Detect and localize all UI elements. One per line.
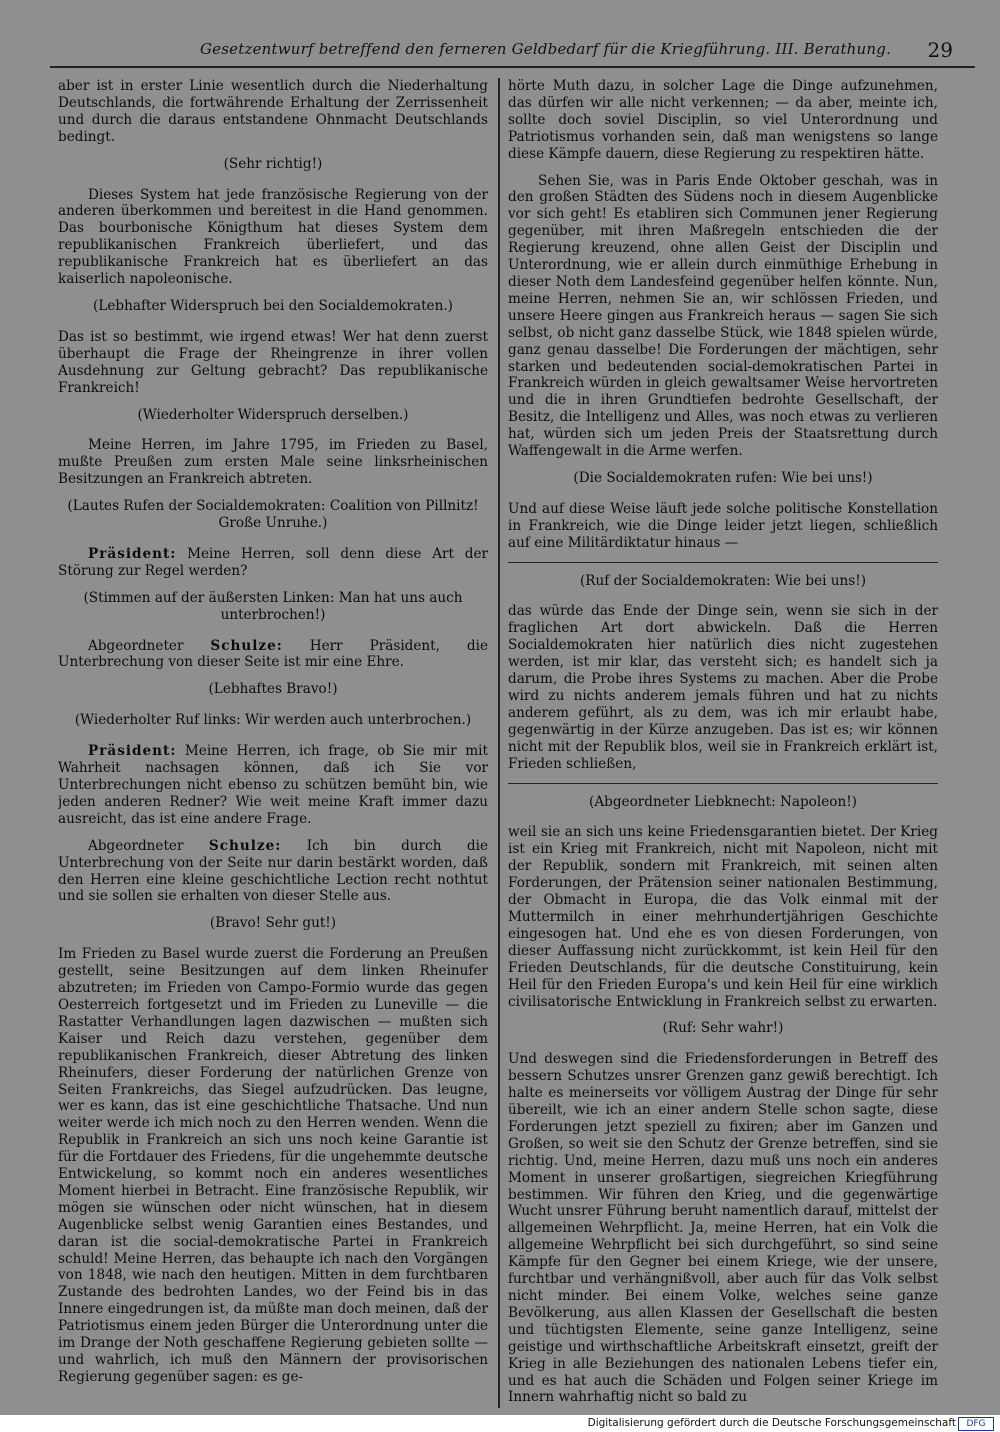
speech-text: Ich bin durch die Unterbrechung von der Seite nur darin bestärkt worden, daß den Herren eine kleine geschichtliche Lection recht nothtut und sie sollen sie erhalten von dieser Stelle aus. (58, 837, 488, 905)
interjection: (Wiederholter Widerspruch derselben.) (137, 406, 409, 423)
interjection: (Sehr richtig!) (223, 155, 323, 172)
interjection: (Die Socialdemokraten rufen: Wie bei uns!) (573, 469, 873, 486)
speech-text: Herr Präsident, die Unterbrechung von dieser Seite ist mir eine Ehre. (58, 637, 488, 671)
speaker-title: Abgeordneter (88, 837, 209, 854)
speech-schulze (58, 838, 488, 906)
speaker-name: Präsident: (88, 545, 177, 562)
paragraph: Sehen Sie, was in Paris Ende Oktober geschah, was in den großen Städten des Südens noch in diesem Augenblicke vor sich geht! Es etabliren sich Communen jener Regierung gegenüber, mit ihren Maßregeln entschieden die der Regierung kreuzend, ohne allen Geist der Disciplin und Unterordnung, wie er allein durch einmüthige Erhebung in dieser Noth dem Landesfeind gegenüber helfen könnte. Nun, meine Herren, nehmen Sie an, wir schlössen Frieden, und unsere Heere gingen aus Frankreich heraus — sagen Sie sich selbst, ob nicht ganz dasselbe Stück, wie 1848 spielen würde, ganz genau dasselbe! Die Forderungen der mächtigen, sehr starken und bedeutenden social-demokratischen Partei in Frankreich würden in gleich gewaltsamer Weise hervortreten und die in ihren Grundtiefen bedrohte Gesellschaft, der Besitz, die Intelligenz und Alles, was noch etwas zu verlieren hat, würden sich um jeden Preis der Staatsrettung durch Waffengewalt in die Arme werfen. (508, 172, 938, 460)
speech-text: Meine Herren, ich frage, ob Sie mir mit Wahrheit nachsagen können, daß ich Sie vor Unterbrechungen nicht ebenso zu schützen bemüht bin, wie jeden anderen Redner? Wie weit meine Kraft immer dazu ausreicht, das ist eine andere Frage. (58, 743, 488, 827)
paragraph: Im Frieden zu Basel wurde zuerst die Forderung an Preußen gestellt, seine Besitzungen auf dem linken Rheinufer abzutreten; im Frieden von Campo-Formio wurde das gegen Oesterreich fortgesetzt und im Frieden zu Luneville — die Rastatter Verhandlungen lagen dazwischen — mußten sich Kaiser und Reich dazu verstehen, gegenüber dem republikanischen Frankreich, dieser Abtretung des linken Rheinufers, dieser Forderung der natürlichen Grenze von Seiten Frankreichs, das Siegel aufzudrücken. Das leugne, wer es kann, das ist eine geschichtliche Thatsache. Und nun weiter werde ich mich noch zu den Herren wenden. Wenn die Republik in Frankreich an sich uns noch keine Garantie ist für die Fortdauer des Friedens, für die ungehemmte deutsche Entwickelung, so kommt noch ein anderes wesentliches Moment hierbei in Betracht. Eine französische Republik, wir mögen sie wünschen oder nicht wünschen, hat in diesem Augenblicke selbst wenig Garantien eines Bestandes, und daran ist die social-demokratische Partei in Frankreich schuld! Meine Herren, das behaupte ich nach den Vorgängen von 1848, wie nach den heutigen. Mitten in dem furchtbaren Zustande des bedrohten Landes, wo der Feind bis in das Innere eingedrungen ist, da müßte man doch meinen, daß der Patriotismus einem jeden Bürger die Unterordnung unter die im Drange der Noth geschaffene Regierung gebieten sollte — und wahrlich, ich muß den Männern der provisorischen Regierung gegenüber sagen: es ge- (58, 946, 488, 1385)
header-rule (50, 66, 975, 68)
running-title: Gesetzentwurf betreffend den ferneren Geldbedarf für die Kriegführung. III. Berathung. (200, 40, 892, 58)
paragraph: hörte Muth dazu, in solcher Lage die Dinge aufzunehmen, das dürfen wir alle nicht verkennen; — da aber, meinte ich, sollte doch soviel Disciplin, so viel Unterordnung und Patriotismus vorhanden sein, daß man wenigstens so lange diese Kämpfe dauern, diese Regierung zu respektiren hätte. (508, 78, 938, 162)
dfg-logo: DFG (958, 1417, 994, 1431)
interjection: (Lebhaftes Bravo!) (208, 681, 338, 698)
speech-schulze (58, 638, 488, 672)
speech-president (58, 546, 488, 580)
left-column (58, 78, 488, 1408)
footer-bar (0, 1415, 1000, 1432)
interjection: (Stimmen auf der äußersten Linken: Man hat uns auch unterbrochen!) (83, 589, 463, 623)
digitization-credit: Digitalisierung gefördert durch die Deutsche Forschungsgemeinschaft (587, 1417, 956, 1429)
paragraph: Dieses System hat jede französische Regierung von der anderen überkommen und bereitest in die Hand genommen. Das bourbonische Königthum hat dieses System dem republikanischen Frankreich überliefert, und das republikanische Frankreich hat es überliefert an das kaiserlich napoleonische. (58, 186, 488, 288)
paragraph: Und auf diese Weise läuft jede solche politische Konstellation in Frankreich, wie die Dinge leider jetzt liegen, schließlich auf eine Militärdiktatur hinaus — (508, 500, 938, 551)
paragraph: aber ist in erster Linie wesentlich durch die Niederhaltung Deutschlands, die fortwährende Erhaltung der Zerrissenheit und durch die daraus entstandene Ohnmacht Deutschlands bedingt. (58, 78, 488, 145)
speech-text: Meine Herren, soll denn diese Art der Störung zur Regel werden? (58, 545, 488, 579)
interjection: (Lautes Rufen der Socialdemokraten: Coalition von Pillnitz! Große Unruhe.) (67, 498, 479, 532)
section-rule (508, 783, 938, 784)
section-rule (508, 562, 938, 563)
running-header (30, 36, 975, 66)
interjection: (Abgeordneter Liebknecht: Napoleon!) (589, 793, 857, 810)
column-divider (498, 78, 500, 1408)
interjection: (Lebhafter Widerspruch bei den Socialdemokraten.) (93, 297, 453, 314)
paragraph: weil sie an sich uns keine Friedensgarantien bietet. Der Krieg ist ein Krieg mit Frankreich, nicht mit Napoleon, nicht mit der Republik, sondern mit Frankreich, mit seinen alten Forderungen, der Prätension seiner nationalen Bestimmung, der Obmacht in Europa, die das Volk einmal mit der Muttermilch in einer mehrhundertjährigen Geschichte eingesogen hat. Und ehe es von diesen Forderungen, von dieser Auffassung nicht zurückkommt, ist kein Heil für den Frieden Deutschlands, für die deutsche Constituirung, kein Heil für den Frieden Europa's und kein Heil für eine wirklich civilisatorische Entwicklung in Frankreich selbst zu erwarten. (508, 824, 938, 1010)
interjection: (Ruf: Sehr wahr!) (662, 1020, 784, 1037)
speech-president (58, 743, 488, 828)
right-column (508, 78, 938, 1408)
paragraph: das würde das Ende der Dinge sein, wenn sie sich in der fraglichen Art dort abwickeln. Daß die Herren Socialdemokraten hier natürlich dies nicht zugestehen werden, ist mir klar, das versteht sich; es handelt sich ja darum, die Probe ihres Systems zu machen. Aber die Probe wird zu nichts anderem jemals führen und hat zu nichts anderem geführt, als zu dem, was ich mir erlaubt habe, gegenwärtig in der Kürze anzugeben. Das ist es; wir können nicht mit der Republik blos, weil sie in Frankreich erklärt ist, Frieden schließen, (508, 603, 938, 772)
paragraph: Und deswegen sind die Friedensforderungen in Betreff des bessern Schutzes unsrer Grenzen ganz gewiß berechtigt. Ich halte es meinerseits vor völligem Austrag der Dinge für sehr übereilt, wie ich an einer andern Stelle schon sagte, diese Forderungen jetzt speziell zu fixiren; aber im Ganzen und Großen, so weit sie den Schutz der Grenze betreffen, sind sie richtig. Und, meine Herren, dazu muß uns noch ein anderes Moment in unserer großartigen, siegreichen Kriegführung bestimmen. Wir führen den Krieg, und die gegenwärtige Wucht unsrer Führung beruht namentlich darauf, mittelst der allgemeinen Wehrpflicht. Ja, meine Herren, hat ein Volk die allgemeine Wehrpflicht bei sich durchgeführt, so sind seine Kämpfe für den Gegner bei einem Kriege, wie der unsere, furchtbar und verhängnißvoll, aber auch für das Volk selbst nicht minder. Bei einem Volke, welches seine ganze Bevölkerung, aus allen Klassen der Gesellschaft die besten und tüchtigsten Elemente, seine ganze Intelligenz, seine geistige und wirthschaftliche Arbeitskraft einsetzt, greift der Krieg in alle Beziehungen des nationalen Lebens tiefer ein, und es hat auch die Schäden und Folgen seiner Kriege im Innern wahrhaftig nicht so bald zu (508, 1051, 938, 1406)
paragraph: Meine Herren, im Jahre 1795, im Frieden zu Basel, mußte Preußen zum ersten Male seine linksrheinischen Besitzungen an Frankreich abtreten. (58, 437, 488, 488)
interjection: (Wiederholter Ruf links: Wir werden auch unterbrochen.) (74, 712, 472, 729)
speaker-name: Schulze: (208, 837, 282, 854)
speaker-name: Präsident: (88, 743, 177, 760)
page-number: 29 (927, 38, 953, 62)
speaker-title: Abgeordneter (88, 637, 211, 654)
speaker-name: Schulze: (210, 637, 283, 654)
paragraph: Das ist so bestimmt, wie irgend etwas! Wer hat denn zuerst überhaupt die Frage der Rheingrenze in ihrer vollen Ausdehnung zur Geltung gebracht? Das republikanische Frankreich! (58, 328, 488, 396)
interjection: (Bravo! Sehr gut!) (209, 915, 337, 932)
interjection: (Ruf der Socialdemokraten: Wie bei uns!) (579, 572, 867, 589)
